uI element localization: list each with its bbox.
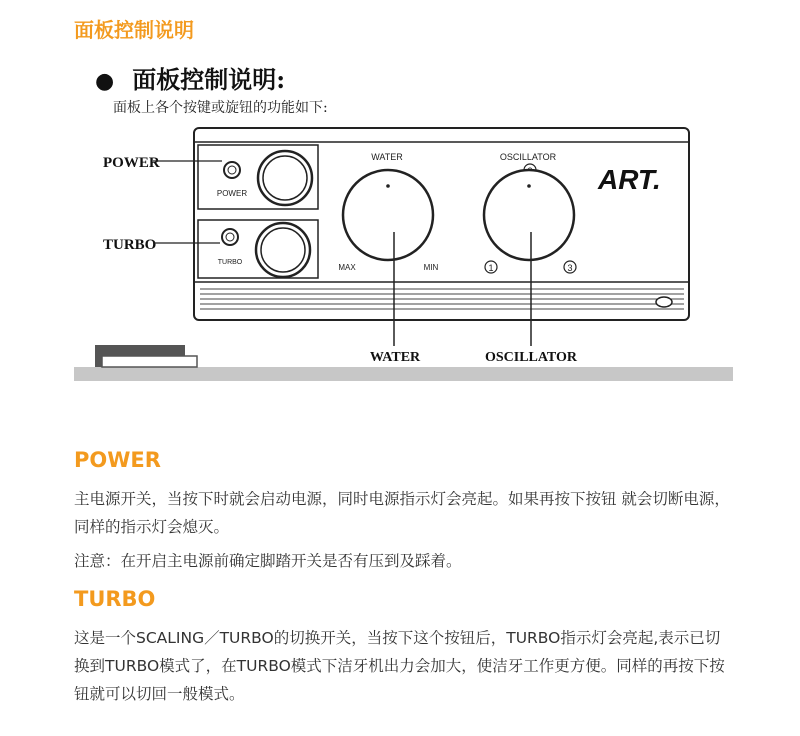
power-heading: POWER (74, 448, 161, 472)
power-button-label: POWER (216, 189, 248, 198)
diagram-heading-text: 面板控制说明: (132, 65, 286, 94)
indicator-lamp (656, 297, 672, 307)
turbo-heading: TURBO (74, 587, 156, 611)
oscillator-pos-1: 1 (488, 263, 494, 273)
art-logo: ART. (598, 164, 661, 195)
water-knob (343, 170, 433, 260)
diagram-subtitle: 面板上各个按键或旋钮的功能如下: (113, 100, 328, 116)
oscillator-top-label: OSCILLATOR (499, 152, 557, 162)
device-foot-inner (102, 356, 197, 367)
power-description: 主电源开关，当按下时就会启动电源，同时电源指示灯会亮起。如果再按下按钮 就会切断电源，同样的指示灯会熄灭。 (74, 490, 730, 536)
front-panel-diagram (0, 120, 800, 385)
bullet-icon: ● (95, 68, 115, 94)
turbo-callout: TURBO (103, 237, 157, 253)
oscillator-pos-3: 3 (567, 263, 573, 273)
water-max-label: MAX (338, 263, 356, 272)
diagram-heading (95, 60, 285, 95)
oscillator-bottom-label: OSCILLATOR (484, 350, 578, 365)
oscillator-knob (484, 170, 574, 260)
water-top-label: WATER (371, 152, 403, 162)
turbo-button-label: TURBO (217, 259, 243, 266)
section-title: 面板控制说明 (74, 18, 194, 42)
turbo-description: 这是一个SCALING／TURBO的切换开关，当按下这个按钮后，TURBO指示灯会亮起,表示已切换到TURBO模式了，在TURBO模式下洁牙机出力会加大，使洁牙工作更方便。同样的再按下按钮就可以切回一般模式。 (74, 629, 725, 703)
ground-bar (74, 367, 733, 381)
water-min-label: MIN (423, 263, 439, 272)
water-bottom-label: WATER (369, 350, 421, 365)
power-callout: POWER (103, 155, 160, 171)
power-note: 注意：在开启主电源前确定脚踏开关是否有压到及踩着。 (74, 552, 462, 570)
